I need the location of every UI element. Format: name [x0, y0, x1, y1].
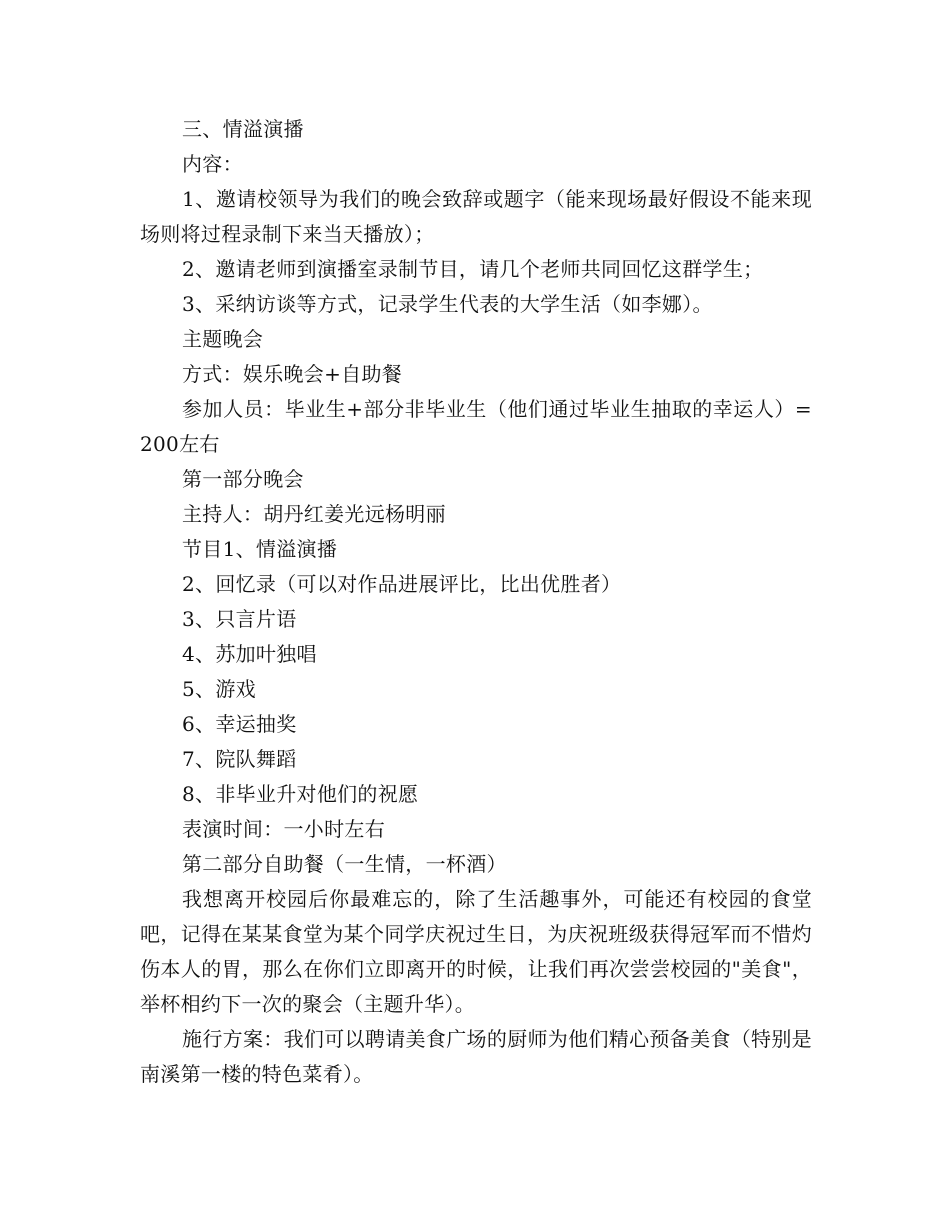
theme-party-heading: 主题晚会	[182, 327, 264, 351]
hosts-line: 主持人：胡丹红姜光远杨明丽	[182, 502, 446, 526]
content-label: 内容：	[182, 152, 243, 176]
program-item-4: 4、苏加叶独唱	[182, 642, 317, 666]
implementation-plan-paragraph: 施行方案：我们可以聘请美食广场的厨师为他们精心预备美食（特别是南溪第一楼的特色菜肴）。	[140, 1027, 812, 1086]
content-item-2: 2、邀请老师到演播室录制节目，请几个老师共同回忆这群学生；	[182, 257, 764, 281]
program-item-6: 6、幸运抽奖	[182, 712, 297, 736]
program-item-7: 7、院队舞蹈	[182, 747, 297, 771]
format-line: 方式：娱乐晚会+自助餐	[182, 362, 403, 386]
participants-line: 参加人员：毕业生+部分非毕业生（他们通过毕业生抽取的幸运人）=200左右	[140, 397, 812, 456]
part-one-heading: 第一部分晚会	[182, 467, 304, 491]
section-heading-qingyi-yanbo: 三、情溢演播	[182, 117, 304, 141]
buffet-description-paragraph: 我想离开校园后你最难忘的，除了生活趣事外，可能还有校园的食堂吧，记得在某某食堂为某个同学庆祝过生日，为庆祝班级获得冠军而不惜灼伤本人的胃，那么在你们立即离开的时候，让我们再次尝尝校园的"美食"，举杯相约下一次的聚会（主题升华）。	[140, 887, 812, 1016]
program-item-8: 8、非毕业升对他们的祝愿	[182, 782, 419, 806]
performance-time-line: 表演时间：一小时左右	[182, 817, 385, 841]
program-item-5: 5、游戏	[182, 677, 256, 701]
document-body	[140, 112, 812, 1092]
program-item-3: 3、只言片语	[182, 607, 297, 631]
part-two-heading: 第二部分自助餐（一生情，一杯酒）	[182, 852, 507, 876]
program-item-1: 节目1、情溢演播	[182, 537, 338, 561]
program-item-2: 2、回忆录（可以对作品进展评比，比出优胜者）	[182, 572, 622, 596]
content-item-3: 3、采纳访谈等方式，记录学生代表的大学生活（如李娜）。	[182, 292, 713, 316]
content-item-1: 1、邀请校领导为我们的晚会致辞或题字（能来现场最好假设不能来现场则将过程录制下来当天播放）；	[140, 187, 812, 246]
